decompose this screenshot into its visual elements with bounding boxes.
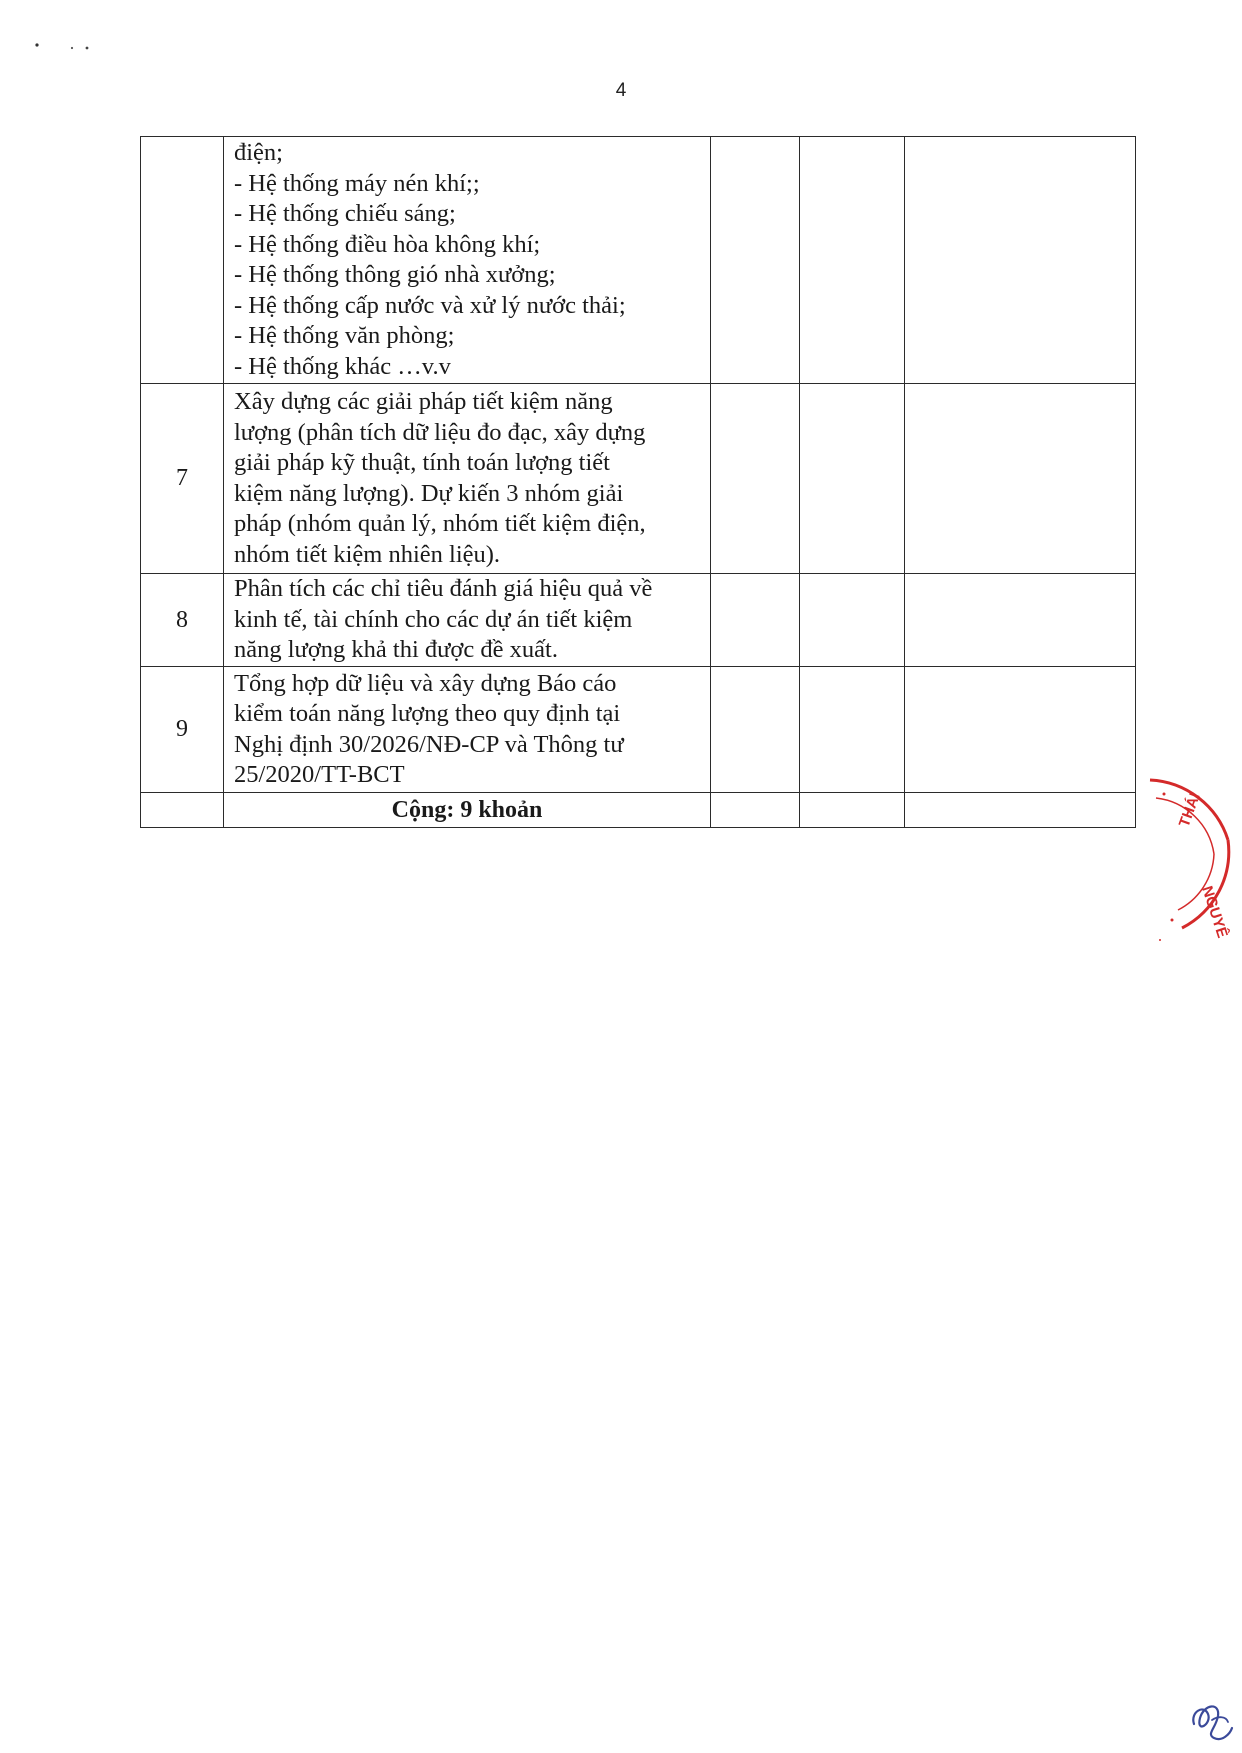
- content-line: - Hệ thống văn phòng;: [234, 322, 455, 349]
- table-row: [141, 667, 1136, 793]
- content-line: Tổng hợp dữ liệu và xây dựng Báo cáo: [234, 669, 617, 697]
- empty-cell: [141, 793, 224, 828]
- page-number: 4: [615, 80, 627, 101]
- empty-cell: [711, 384, 800, 574]
- row-content-cell: [224, 574, 711, 667]
- content-line: nhóm tiết kiệm nhiên liệu).: [234, 540, 501, 568]
- content-line: điện;: [234, 139, 283, 166]
- empty-cell: [711, 137, 800, 384]
- content-line: - Hệ thống chiếu sáng;: [234, 200, 456, 227]
- row-number-cell: 8: [141, 574, 224, 667]
- empty-cell: [905, 384, 1136, 574]
- content-line: - Hệ thống khác …v.v: [234, 352, 451, 380]
- content-line: - Hệ thống cấp nước và xử lý nước thải;: [234, 291, 626, 319]
- row-number-cell: 9: [141, 667, 224, 793]
- content-line: giải pháp kỹ thuật, tính toán lượng tiết: [234, 449, 610, 476]
- row-number-cell: [141, 137, 224, 384]
- empty-cell: [711, 793, 800, 828]
- row-number-cell: 7: [141, 384, 224, 574]
- row-content-cell: [224, 384, 711, 574]
- red-seal-stamp: [1130, 770, 1242, 950]
- empty-cell: [800, 574, 905, 667]
- row-content-cell: [224, 137, 711, 384]
- empty-cell: [905, 137, 1136, 384]
- content-line: kiệm năng lượng). Dự kiến 3 nhóm giải: [234, 479, 624, 507]
- content-line: - Hệ thống điều hòa không khí;: [234, 230, 541, 258]
- empty-cell: [711, 667, 800, 793]
- handwritten-initial-signature: [1186, 1694, 1238, 1746]
- row-content-cell: [224, 667, 711, 793]
- empty-cell: [800, 384, 905, 574]
- content-line: năng lượng khả thi được đề xuất.: [234, 636, 558, 664]
- empty-cell: [800, 793, 905, 828]
- content-line: Xây dựng các giải pháp tiết kiệm năng: [234, 388, 613, 415]
- content-line: 25/2020/TT-BCT: [234, 761, 405, 788]
- scan-specks: [34, 38, 94, 50]
- empty-cell: [711, 574, 800, 667]
- empty-cell: [800, 137, 905, 384]
- content-line: - Hệ thống thông gió nhà xưởng;: [234, 261, 556, 288]
- work-table: [140, 136, 1136, 828]
- empty-cell: [800, 667, 905, 793]
- table-row: [141, 574, 1136, 667]
- content-line: pháp (nhóm quản lý, nhóm tiết kiệm điện,: [234, 510, 646, 537]
- table-row: [141, 137, 1136, 384]
- content-line: kiểm toán năng lượng theo quy định tại: [234, 700, 621, 727]
- empty-cell: [905, 574, 1136, 667]
- empty-cell: [905, 667, 1136, 793]
- content-line: - Hệ thống máy nén khí;;: [234, 169, 480, 197]
- content-line: Nghị định 30/2026/NĐ-CP và Thông tư: [234, 730, 624, 758]
- total-label: Cộng: 9 khoản: [224, 793, 711, 828]
- svg-text:THÁI: THÁI: [1175, 790, 1204, 830]
- content-line: kinh tế, tài chính cho các dự án tiết kiệm: [234, 605, 633, 633]
- svg-text:NGUYÊ: NGUYÊ: [1198, 883, 1231, 940]
- content-line: Phân tích các chỉ tiêu đánh giá hiệu quả về: [234, 575, 653, 603]
- total-row: [141, 793, 1136, 828]
- empty-cell: [905, 793, 1136, 828]
- content-line: lượng (phân tích dữ liệu đo đạc, xây dựng: [234, 418, 646, 446]
- table-row: [141, 384, 1136, 574]
